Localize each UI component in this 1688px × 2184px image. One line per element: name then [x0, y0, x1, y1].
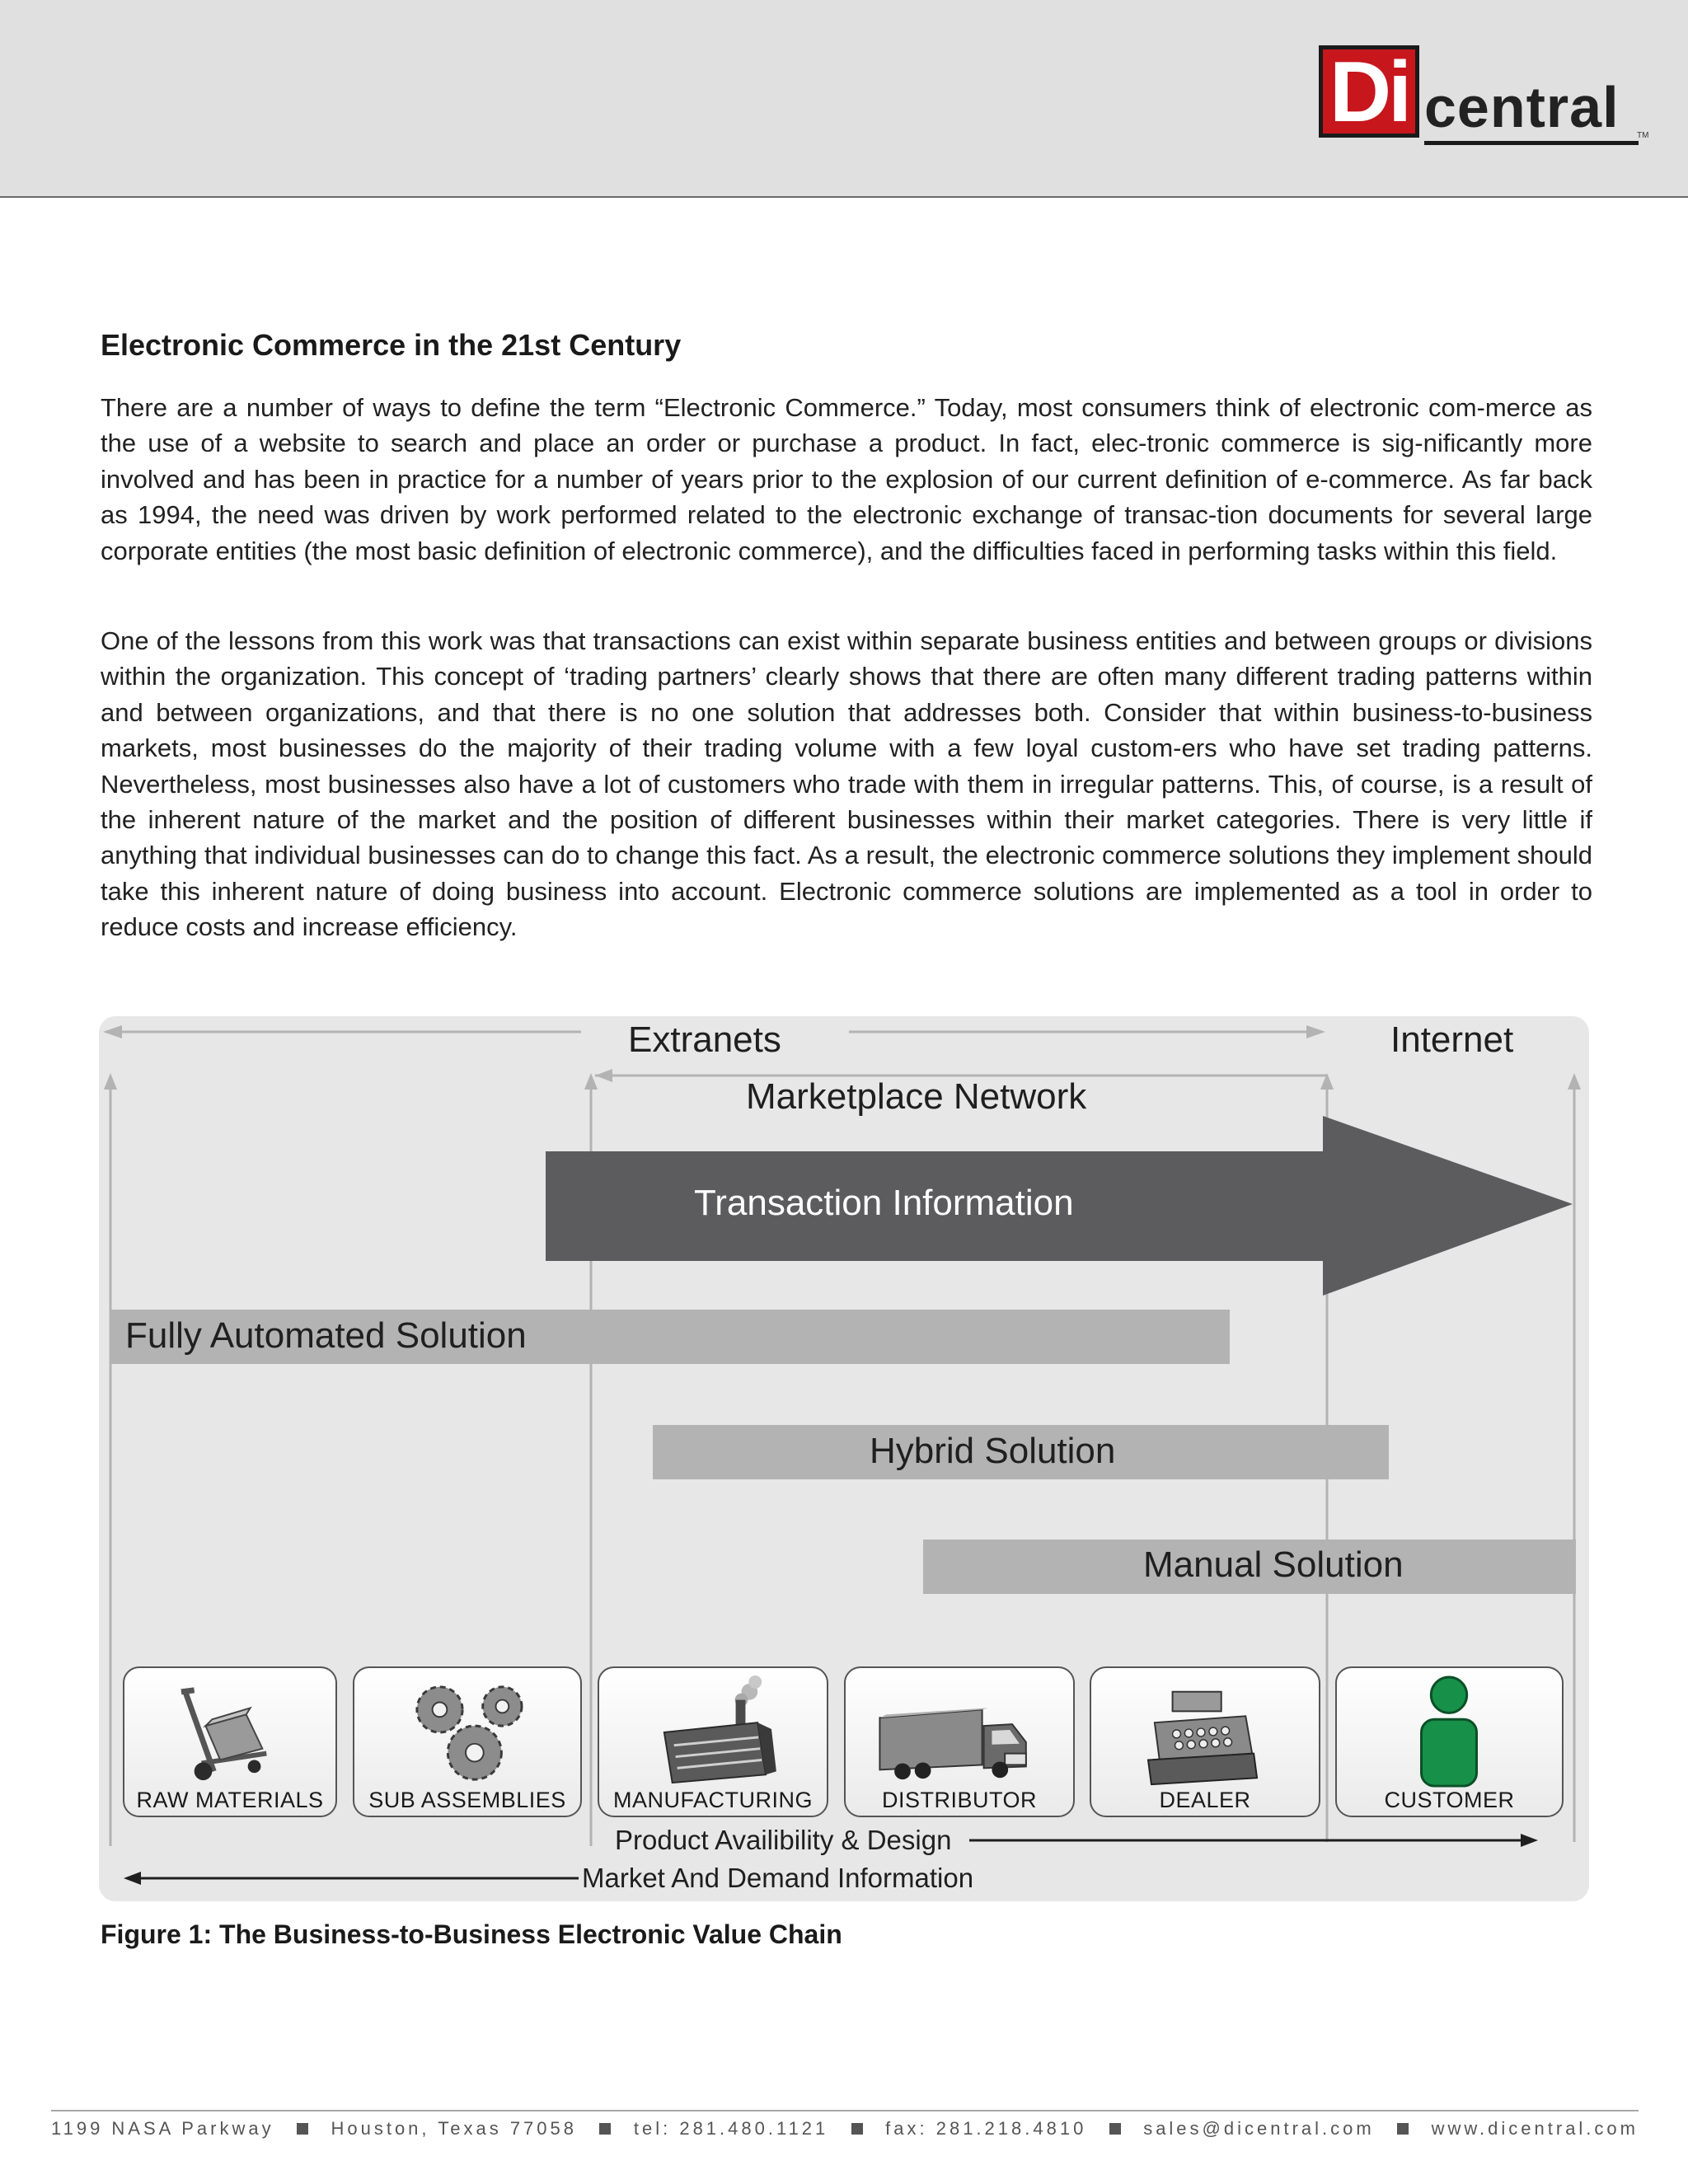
extranets-arrowhead-right [1306, 1025, 1325, 1038]
footer-separator [297, 2123, 308, 2135]
gears-icon [354, 1675, 580, 1790]
stage-manufacturing [598, 1666, 828, 1817]
extranets-label: Extranets [628, 1019, 781, 1060]
internet-label: Internet [1390, 1019, 1514, 1060]
market-demand-label: Market And Demand Information [582, 1863, 974, 1893]
person-icon [1337, 1675, 1562, 1790]
product-availability-label: Product Availibility & Design [615, 1825, 952, 1855]
manual-solution-label: Manual Solution [1143, 1544, 1404, 1585]
logo-mark: Di [1319, 45, 1419, 138]
truck-icon [846, 1675, 1073, 1790]
stage-customer [1335, 1666, 1564, 1817]
footer-city: Houston, Texas 77058 [331, 2118, 577, 2139]
stage-distributor [844, 1666, 1075, 1817]
footer-website[interactable]: www.dicentral.com [1431, 2118, 1639, 2139]
transaction-information-label: Transaction Information [694, 1183, 1074, 1223]
body-paragraph-1: There are a number of ways to define the term “Electronic Commerce.” Today, most consumers think of electronic com-merce as the use of a website to search and place an order or purchase a product. In fact, elec-tronic commerce is sig-nificantly more involved and has been in practice for a number of years prior to the explosion of our current definition of e-commerce. As far back as 1994, the need was driven by work performed related to the electronic exchange of transac-tion documents for several large corporate entities (the most basic definition of electronic commerce), and the difficulties faced in performing tasks within this field. [101, 393, 1592, 565]
footer-separator [599, 2123, 611, 2135]
footer-separator [851, 2123, 863, 2135]
footer-address: 1199 NASA Parkway [51, 2118, 274, 2139]
customer-divider-arrowhead [1568, 1073, 1581, 1090]
market-flow-arrowhead [124, 1872, 141, 1885]
factory-icon [599, 1675, 827, 1790]
hand-truck-icon [124, 1675, 335, 1790]
stage-sub-assemblies [353, 1666, 582, 1817]
fully-automated-label: Fully Automated Solution [125, 1315, 527, 1356]
stage-label: RAW MATERIALS [136, 1788, 324, 1812]
raw-divider-arrowhead [104, 1073, 117, 1090]
figure-caption: Figure 1: The Business-to-Business Electronic Value Chain [101, 1919, 842, 1949]
footer-fax: fax: 281.218.4810 [885, 2118, 1087, 2139]
stage-label: CUSTOMER [1384, 1788, 1515, 1812]
footer-contact [51, 2116, 1639, 2141]
cash-register-icon [1091, 1675, 1319, 1790]
logo-wordmark: central [1424, 75, 1620, 139]
stage-label: SUB ASSEMBLIES [368, 1788, 566, 1812]
footer-separator [1397, 2123, 1409, 2135]
footer-divider [51, 2110, 1639, 2111]
footer-tel: tel: 281.480.1121 [633, 2118, 829, 2139]
logo-trademark: TM [1637, 131, 1649, 140]
marketplace-arrowhead-left [595, 1069, 612, 1082]
footer-email[interactable]: sales@dicentral.com [1143, 2118, 1375, 2139]
marketplace-network-label: Marketplace Network [746, 1076, 1087, 1117]
product-flow-arrowhead [1521, 1834, 1538, 1847]
hybrid-solution-label: Hybrid Solution [870, 1431, 1116, 1471]
stage-dealer [1090, 1666, 1320, 1817]
extranets-arrowhead-left [103, 1025, 122, 1038]
stage-label: DISTRIBUTOR [881, 1788, 1037, 1812]
stage-raw-materials [123, 1666, 337, 1817]
footer-separator [1109, 2123, 1121, 2135]
stage-label: DEALER [1159, 1788, 1251, 1812]
body-paragraph-2: One of the lessons from this work was that transactions can exist within separate business entities and between groups or divisions within the organization. This concept of ‘trading partners’ clearly shows that there are often many different trading patterns within and between organizations, and that there is no one solution that addresses both. Consider that within business-to-business markets, most businesses do the majority of their trading volume with a few loyal custom-ers who have set trading patterns. Nevertheless, most businesses also have a lot of customers who trade with them in irregular patterns. This, of course, is a result of the inherent nature of the market and the position of different businesses within their market categories. There is very little if anything that individual businesses can do to change this fact. As a result, the electronic commerce solutions they implement should take this inherent nature of doing business into account. Electronic commerce solutions are implemented as a tool in order to reduce costs and increase efficiency. [101, 626, 1592, 942]
stage-label: MANUFACTURING [613, 1788, 813, 1812]
document-title: Electronic Commerce in the 21st Century [101, 328, 682, 362]
